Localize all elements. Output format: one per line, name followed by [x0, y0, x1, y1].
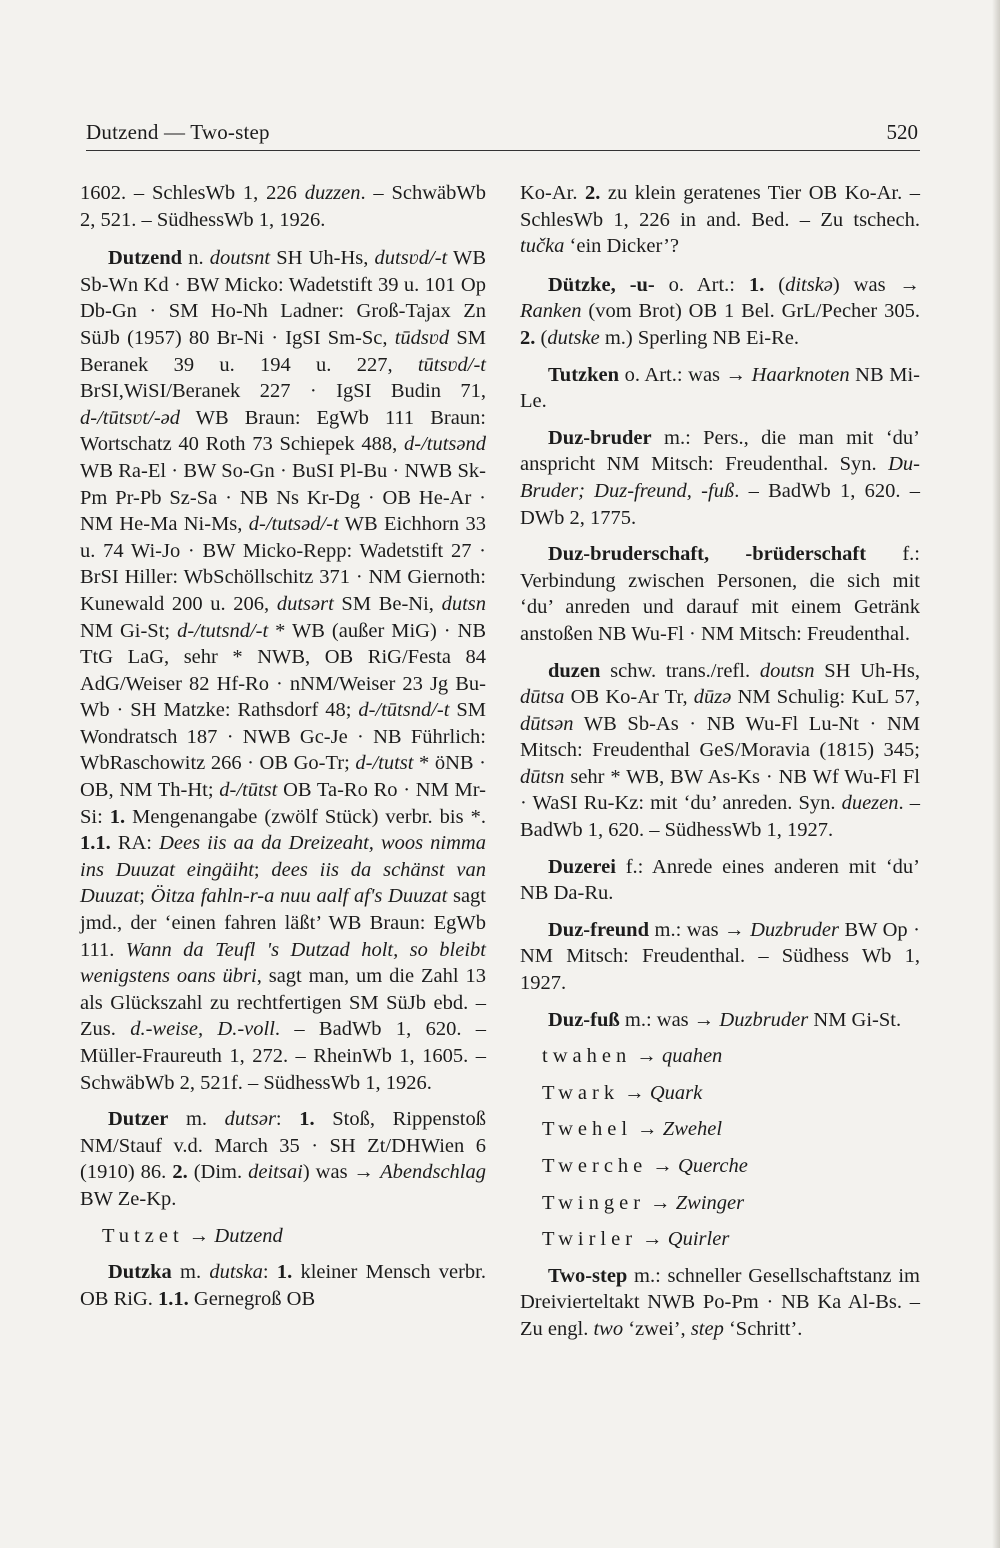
cross-reference: Tutzet → Dutzend [102, 1224, 283, 1247]
dictionary-entry: Ko-Ar. 2. zu klein geratenes Tier OB Ko-Ar. – SchlesWb 1, 226 in and. Bed. – Zu tschech. tučka ‘ein Dicker’? [520, 182, 920, 258]
dictionary-entry: Dützke, -u- o. Art.: 1. (ditskə) was → Ranken (vom Brot) OB 1 Bel. GrL/Pecher 305. 2. (dutske m.) Sperling NB Ei-Re. [520, 273, 920, 349]
cross-reference: Twinger → Zwinger [542, 1191, 745, 1214]
dictionary-entry: Duz-freund m.: was → Duzbruder BW Op · NM Mitsch: Freudenthal. – Südhess Wb 1, 1927. [520, 918, 920, 995]
dictionary-entry: Duzerei f.: Anrede eines anderen mit ‘du’ NB Da-Ru. [520, 855, 920, 905]
xref-target: Quirler [667, 1228, 730, 1251]
dictionary-entry: 1602. – SchlesWb 1, 226 duzzen. – SchwäbWb 2, 521. – SüdhessWb 1, 1926. [80, 182, 486, 231]
xref-target: Zwinger [675, 1191, 745, 1214]
xref-target: Zwehel [662, 1118, 723, 1141]
xref-headword: Twirler [542, 1228, 638, 1251]
dictionary-entry: Dutzka m. dutska: 1. kleiner Mensch verbr. OB RiG. 1.1. Gernegroß OB [80, 1261, 486, 1310]
dictionary-entry: Duz-bruder m.: Pers., die man mit ‘du’ anspricht NM Mitsch: Freudenthal. Syn. Du-Bruder; Duz-freund, -fuß. – BadWb 1, 620. – DWb 2, 1775. [520, 426, 921, 529]
xref-headword: Twark [542, 1081, 620, 1104]
cross-reference: twahen → quahen [542, 1045, 723, 1068]
xref-headword: twahen [542, 1045, 632, 1068]
cross-reference: Twirler → Quirler [542, 1228, 730, 1251]
cross-reference: Twark → Quark [542, 1081, 703, 1104]
page-number: 520 [886, 120, 918, 144]
dictionary-entry: duzen schw. trans./refl. doutsn SH Uh-Hs, dūtsa OB Ko-Ar Tr, dūzə NM Schulig: KuL 57, dūtsən WB Sb-As · NB Wu-Fl Lu-Nt · NM Mitsch: Freudenthal GeS/Moravia (1815) 345; dūtsn sehr * WB, BW As-Ks · NB Wf Wu-Fl Fl · WaSI Ru-Kz: mit ‘du’ anreden. Syn. duezen. – BadWb 1, 620. – SüdhessWb 1, 1927. [520, 659, 921, 842]
xref-headword: Tutzet [102, 1224, 184, 1247]
page-edge-shadow [992, 0, 1000, 1548]
xref-headword: Twerche [542, 1155, 648, 1177]
right-column [520, 180, 920, 1353]
cross-reference: Twehel → Zwehel [542, 1118, 723, 1141]
running-header [86, 118, 920, 151]
dictionary-entry: Duz-bruderschaft, -brüderschaft f.: Verbindung zwischen Personen, die sich mit ‘du’ anreden und darauf mit einem Getränk anstoßen NB Wu-Fl · NM Mitsch: Freudenthal. [520, 543, 920, 645]
left-column [80, 180, 486, 1322]
dictionary-entry: Dutzend n. doutsnt SH Uh-Hs, dutsʋd/-t WB Sb-Wn Kd · BW Micko: Wadetstift 39 u. 101 Op Db-Gn · SM Ho-Nh Ladner: Groß-Tajax Zn SüJb (1957) 80 Br-Ni · IgSI Sm-Sc, tūdsʋd SM Beranek 39 u. 194 u. 227, tūtsʋd/-t BrSI,WiSI/Beranek 227 · IgSI Budin 71, d-/tūtsʋt/-əd WB Braun: EgWb 111 Braun: Wortschatz 40 Roth 73 Schiepek 488, d-/tutsənd WB Ra-El · BW So-Gn · BuSI Pl-Bu · NWB Sk-Pm Pr-Pb Sz-Sa · NB Ns Kr-Dg · OB He-Ar · NM He-Ma Ni-Ms, d-/tutsəd/-t WB Eichhorn 33 u. 74 Wi-Jo · BW Micko-Repp: Wadetstift 27 · BrSI Hiller: WbSchöllschitz 371 · NM Giernoth: Kunewald 200 u. 206, dutsərt SM Be-Ni, dutsn NM Gi-St; d-/tutsnd/-t * WB (außer MiG) · NB TtG LaG, sehr * NWB, OB RiG/Festa 84 AdG/Weiser 82 Hf-Ro · nNM/Weiser 23 Jg Bu-Wb · SH Matzke: Rathsdorf 48; d-/tūtsnd/-t SM Wondratsch 187 · NWB Gc-Je · NB Führlich: WbRaschowitz 266 · OB Go-Tr; d-/tutst * öNB · OB, NM Th-Ht; d-/tūtst OB Ta-Ro Ro · NM Mr-Si: 1. Mengenangabe (zwölf Stück) verbr. bis *. 1.1. RA: Dees iis aa da Dreizeaht, woos nimma ins Duuzat eingäiht; dees iis da schänst van Duuzat; Öitza fahln-r-a nuu aalf af's Duuzat sagt jmd., der ‘einen fahren läßt’ WB Braun: EgWb 111. Wann da Teufl 's Dutzad holt, so bleibt wenigstens oans übri, sagt man, um die Zahl 13 als Glückszahl zu rechtfertigen SM SüJb ebd. – Zus. d.-weise, D.-voll. – BadWb 1, 620. – Müller-Fraureuth 1, 272. – RheinWb 1, 1605. – SchwäbWb 2, 521f. – SüdhessWb 1, 1926. [80, 247, 487, 1094]
dictionary-entry: Dutzer m. dutsər: 1. Stoß, Rippenstoß NM/Stauf v.d. March 35 · SH Zt/DHWien 6 (1910) 86. 2. (Dim. deitsai) was → Abendschlag BW Ze-Kp. [80, 1108, 486, 1210]
xref-target: Dutzend [214, 1224, 283, 1247]
dictionary-entry: Two-step m.: schneller Gesellschaftstanz im Dreivierteltakt NWB Po-Pm · NB Ka Al-Bs. – Zu engl. two ‘zwei’, step ‘Schritt’. [520, 1264, 920, 1340]
dictionary-entry: Tutzken o. Art.: was → Haarknoten NB Mi-Le. [520, 363, 920, 413]
cross-reference: Twerche → Querche [542, 1155, 748, 1177]
xref-target: Quark [649, 1081, 703, 1104]
header-title: Dutzend — Two-step [86, 120, 270, 144]
xref-target: Querche [678, 1155, 748, 1177]
dictionary-entry: Duz-fuß m.: was → Duzbruder NM Gi-St. [548, 1008, 902, 1031]
xref-headword: Twehel [542, 1118, 633, 1141]
xref-target: quahen [661, 1045, 723, 1068]
xref-headword: Twinger [542, 1191, 646, 1214]
